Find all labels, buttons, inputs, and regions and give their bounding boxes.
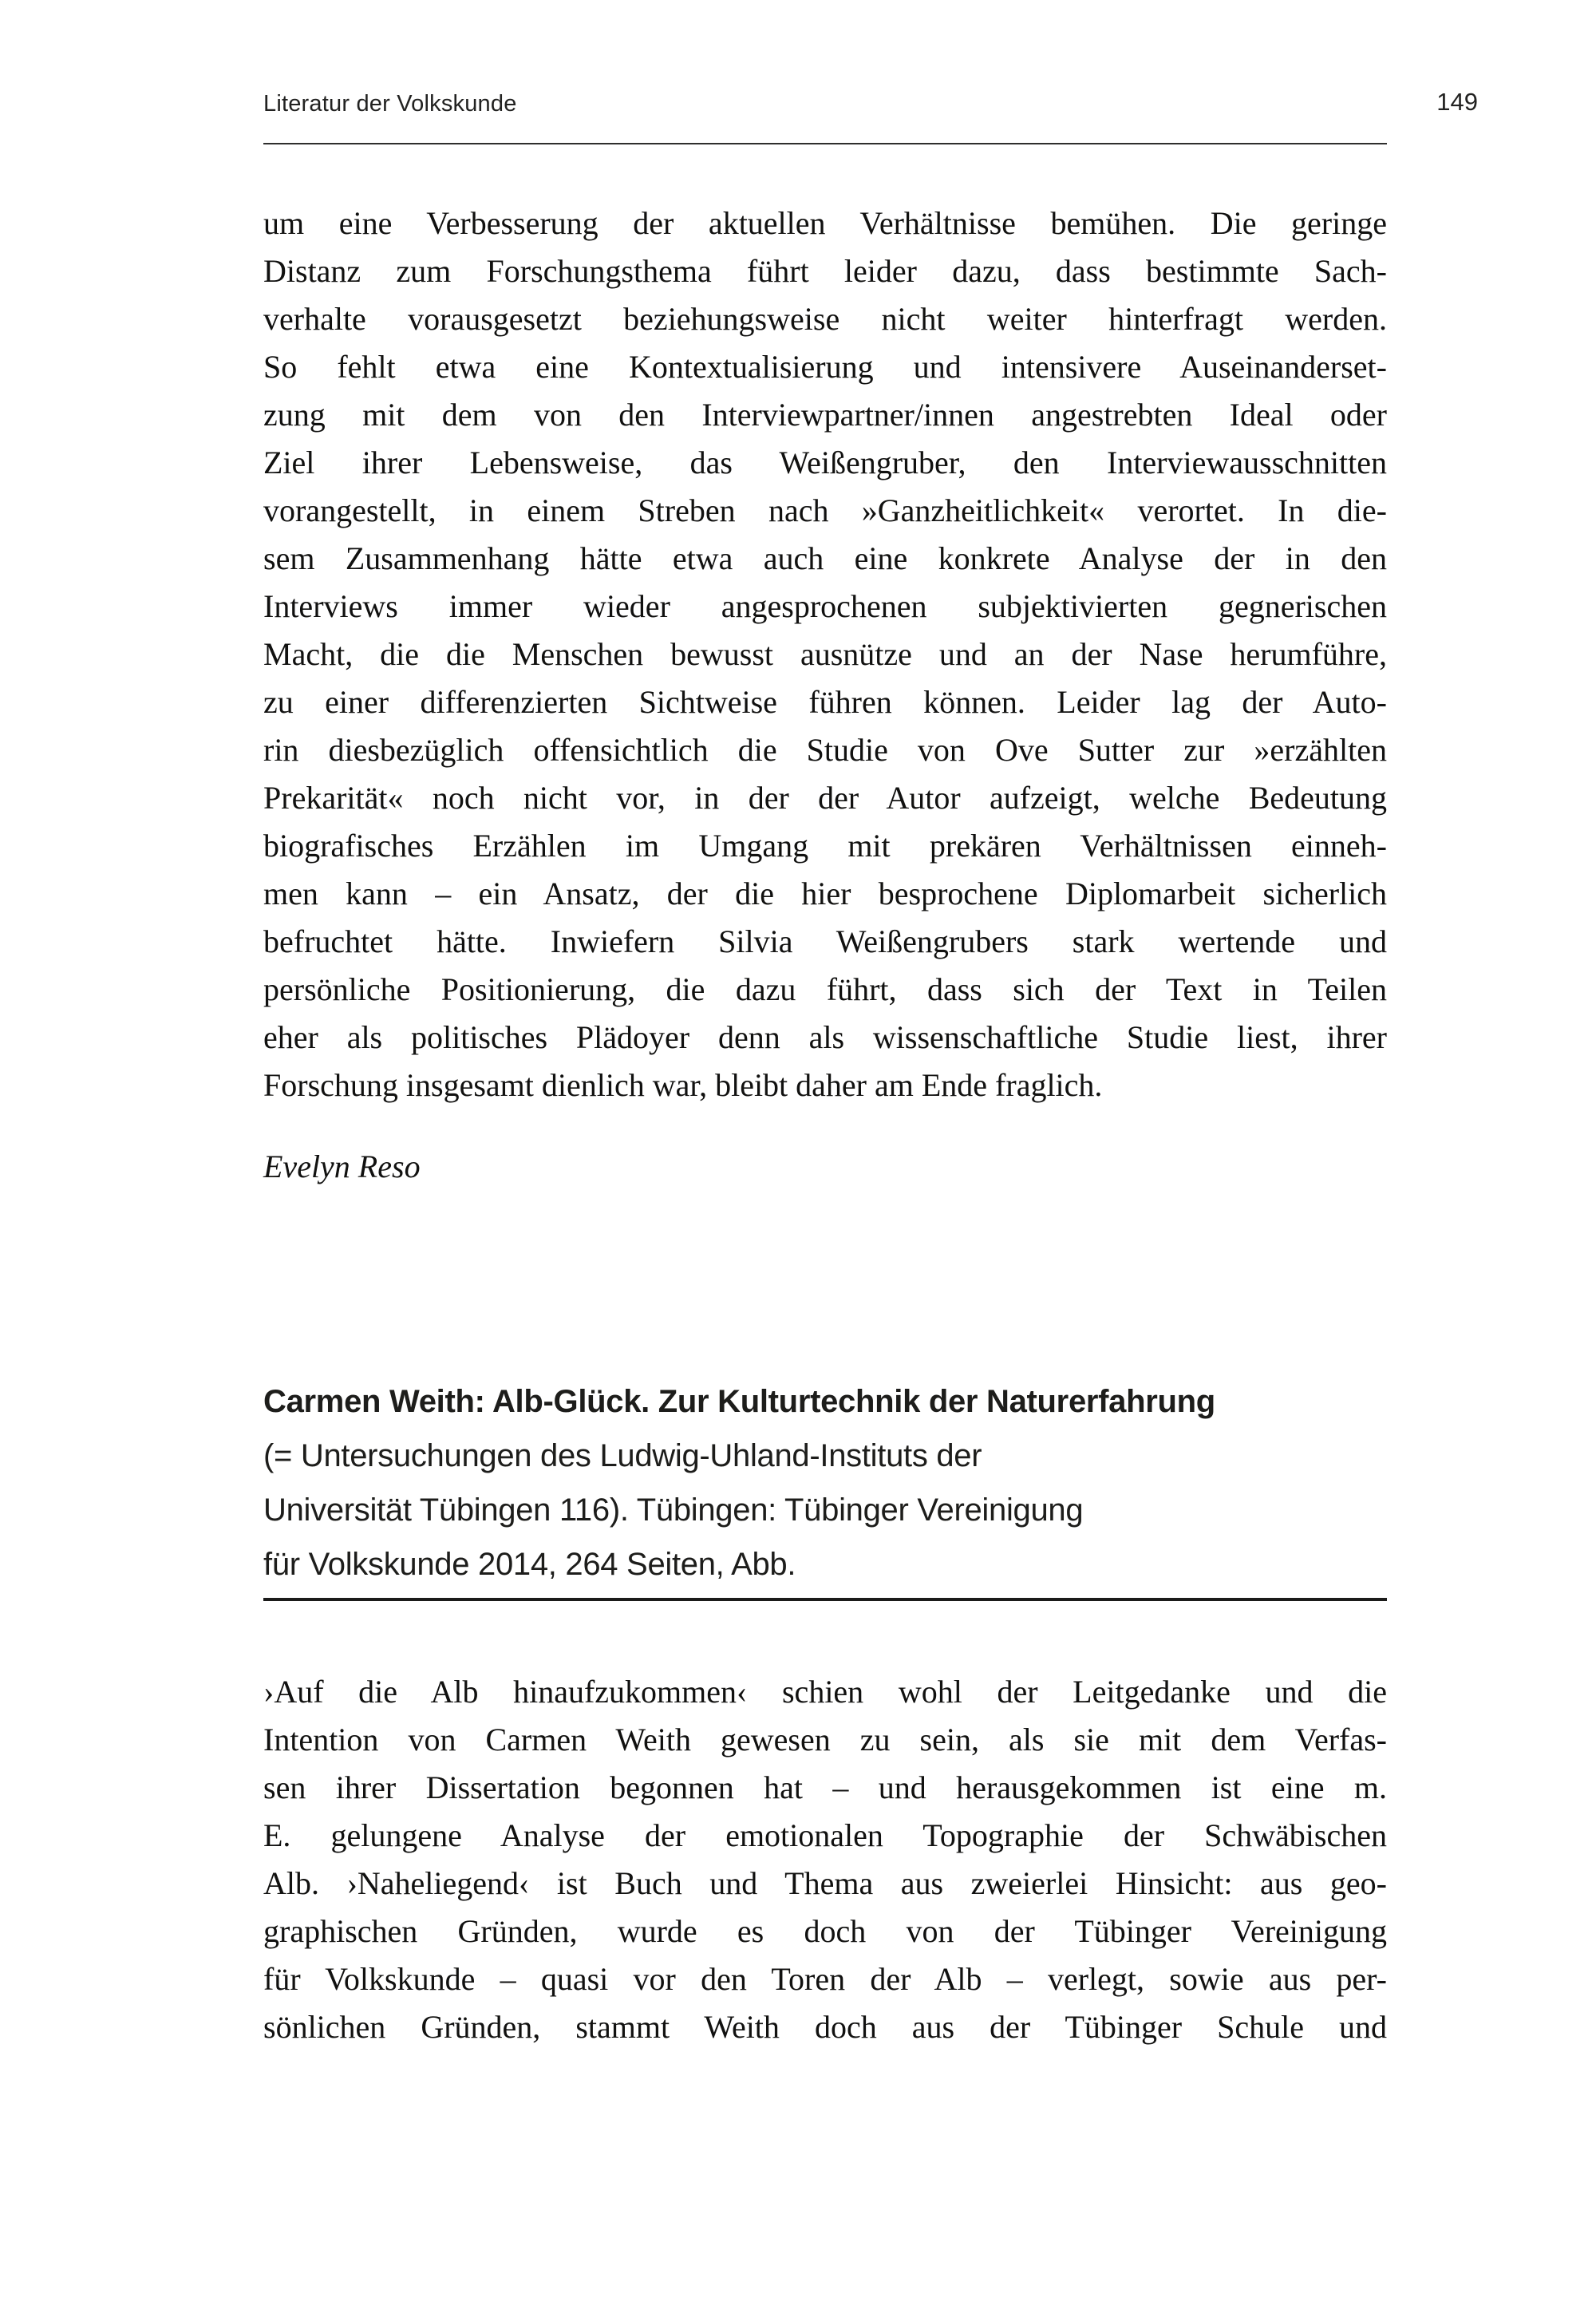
text-line: So fehlt etwa eine Kontextualisierung und intensivere Auseinanderset-: [263, 349, 1387, 385]
text-line: sen ihrer Dissertation begonnen hat – und herausgekommen ist eine m.: [263, 1769, 1387, 1805]
text-line: Interviews immer wieder angesprochenen subjektivierten gegnerischen: [263, 588, 1387, 624]
text-line: sönlichen Gründen, stammt Weith doch aus der Tübinger Schule und: [263, 2009, 1387, 2045]
text-line: sem Zusammenhang hätte etwa auch eine konkrete Analyse der in den: [263, 540, 1387, 576]
text-line: Distanz zum Forschungsthema führt leider dazu, dass bestimmte Sach-: [263, 253, 1387, 289]
running-header-title: Literatur der Volkskunde: [263, 91, 517, 117]
text-line: um eine Verbesserung der aktuellen Verhältnisse bemühen. Die geringe: [263, 205, 1387, 241]
text-line: Alb. ›Naheliegend‹ ist Buch und Thema aus zweierlei Hinsicht: aus geo-: [263, 1865, 1387, 1901]
text-line: vorangestellt, in einem Streben nach »Ganzheitlichkeit« verortet. In die-: [263, 492, 1387, 528]
review-body-paragraph: [263, 200, 1387, 1109]
book-reference-heading: [263, 1374, 1389, 1591]
text-line: graphischen Gründen, wurde es doch von der Tübinger Vereinigung: [263, 1913, 1387, 1949]
text-line: zu einer differenzierten Sichtweise führen können. Leider lag der Auto-: [263, 684, 1387, 720]
review-opening-paragraph: [263, 1668, 1387, 2051]
text-line: befruchtet hätte. Inwiefern Silvia Weißengrubers stark wertende und: [263, 923, 1387, 959]
text-line: biografisches Erzählen im Umgang mit prekären Verhältnissen einneh-: [263, 828, 1387, 864]
text-line: ›Auf die Alb hinaufzukommen‹ schien wohl der Leitgedanke und die: [263, 1674, 1387, 1710]
text-line: Prekarität« noch nicht vor, in der der Autor aufzeigt, welche Bedeutung: [263, 780, 1387, 816]
text-line: eher als politisches Plädoyer denn als wissenschaftliche Studie liest, ihrer: [263, 1019, 1387, 1055]
reviewer-signature: Evelyn Reso: [263, 1149, 421, 1184]
page-number: 149: [1436, 88, 1478, 116]
text-line: Intention von Carmen Weith gewesen zu sein, als sie mit dem Verfas-: [263, 1722, 1387, 1757]
book-title-line: Carmen Weith: Alb-Glück. Zur Kulturtechnik der Naturerfahrung: [263, 1384, 1215, 1419]
header-rule: [263, 143, 1387, 144]
text-line: zung mit dem von den Interviewpartner/innen angestrebten Ideal oder: [263, 397, 1387, 433]
text-line: rin diesbezüglich offensichtlich die Studie von Ove Sutter zur »erzählten: [263, 732, 1387, 768]
text-line: E. gelungene Analyse der emotionalen Topographie der Schwäbischen: [263, 1817, 1387, 1853]
text-line: persönliche Positionierung, die dazu führt, dass sich der Text in Teilen: [263, 971, 1387, 1007]
imprint-line: Universität Tübingen 116). Tübingen: Tübinger Vereinigung: [263, 1493, 1084, 1528]
text-line: Forschung insgesamt dienlich war, bleibt daher am Ende fraglich.: [263, 1067, 1103, 1103]
section-rule: [263, 1598, 1387, 1601]
text-line: men kann – ein Ansatz, der die hier besprochene Diplomarbeit sicherlich: [263, 876, 1387, 911]
book-imprint-lines: [263, 1429, 1389, 1591]
text-line: für Volkskunde – quasi vor den Toren der Alb – verlegt, sowie aus per-: [263, 1961, 1387, 1997]
imprint-line: für Volkskunde 2014, 264 Seiten, Abb.: [263, 1547, 796, 1582]
text-line: Ziel ihrer Lebensweise, das Weißengruber, den Interviewausschnitten: [263, 445, 1387, 480]
imprint-line: (= Untersuchungen des Ludwig-Uhland-Instituts der: [263, 1438, 982, 1473]
text-line: verhalte vorausgesetzt beziehungsweise nicht weiter hinterfragt werden.: [263, 301, 1387, 337]
text-line: Macht, die die Menschen bewusst ausnütze und an der Nase herumführe,: [263, 636, 1387, 672]
